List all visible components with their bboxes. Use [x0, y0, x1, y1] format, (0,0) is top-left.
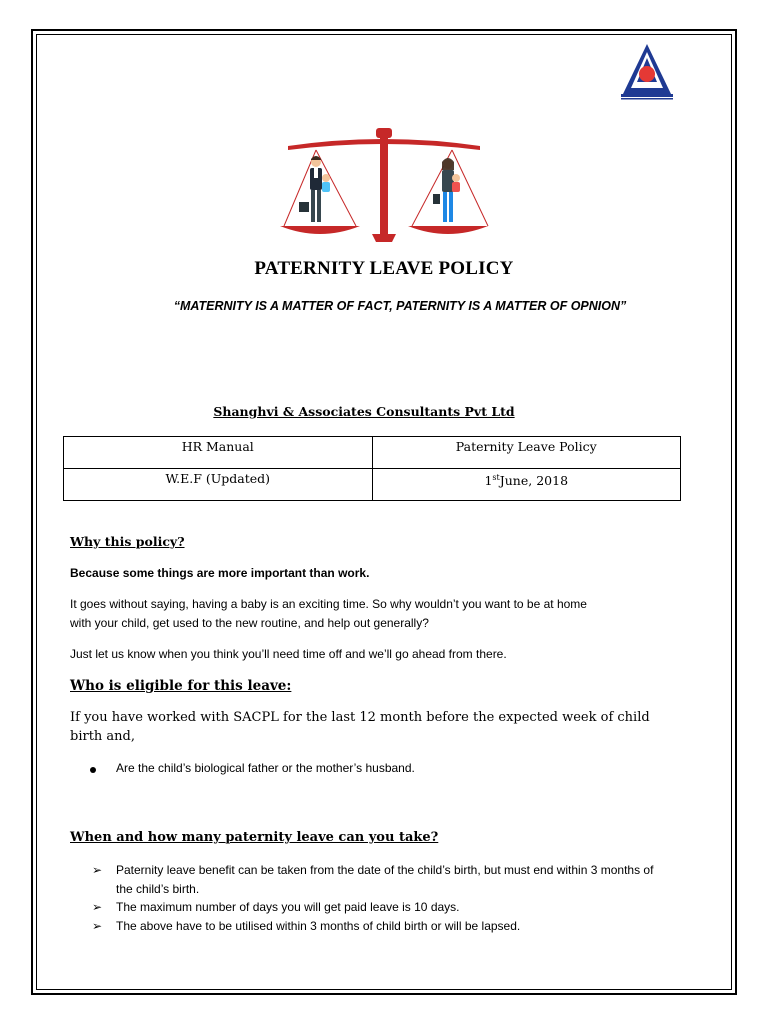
- table-row: [64, 469, 681, 501]
- eligible-bullet-item: Are the child’s biological father or the mother’s husband.: [116, 761, 415, 775]
- section-heading-eligible: Who is eligible for this leave:: [70, 678, 292, 694]
- policy-info-table: [63, 436, 681, 501]
- why-paragraph-2b: with your child, get used to the new routine, and help out generally?: [70, 616, 429, 630]
- mother-figure-icon: [433, 158, 460, 222]
- arrow-bullet-icon: ➢: [92, 863, 103, 877]
- father-figure-icon: [299, 156, 330, 222]
- section-heading-why: Why this policy?: [70, 534, 185, 549]
- balance-scale-illustration: [276, 124, 492, 246]
- arrow-bullet-icon: ➢: [92, 919, 103, 933]
- list-item: ➢ Paternity leave benefit can be taken from the date of the child’s birth, but must end within 3 months of the child’s birth.: [92, 863, 654, 896]
- why-paragraph-1: Because some things are more important than work.: [70, 566, 370, 580]
- table-cell: HR Manual: [64, 437, 373, 469]
- table-cell: Paternity Leave Policy: [372, 437, 681, 469]
- company-logo-icon: [617, 42, 677, 100]
- table-cell: W.E.F (Updated): [64, 469, 373, 501]
- policy-quote: “MATERNITY IS A MATTER OF FACT, PATERNITY IS A MATTER OF OPNION”: [173, 299, 627, 313]
- why-paragraph-3: Just let us know when you think you’ll need time off and we’ll go ahead from there.: [70, 647, 507, 661]
- page-title: PATERNITY LEAVE POLICY: [254, 258, 514, 279]
- company-name: Shanghvi & Associates Consultants Pvt Ltd: [213, 404, 515, 419]
- table-row: [64, 437, 681, 469]
- arrow-bullet-icon: ➢: [92, 900, 103, 914]
- bullet-dot: [90, 767, 96, 773]
- table-cell-date: 1stJune, 2018: [372, 469, 681, 501]
- section-heading-when: When and how many paternity leave can you take?: [70, 830, 439, 845]
- eligible-paragraph: If you have worked with SACPL for the last 12 month before the expected week of child birth and,: [70, 710, 650, 744]
- why-paragraph-2a: It goes without saying, having a baby is an exciting time. So why wouldn’t you want to be at home: [70, 597, 587, 611]
